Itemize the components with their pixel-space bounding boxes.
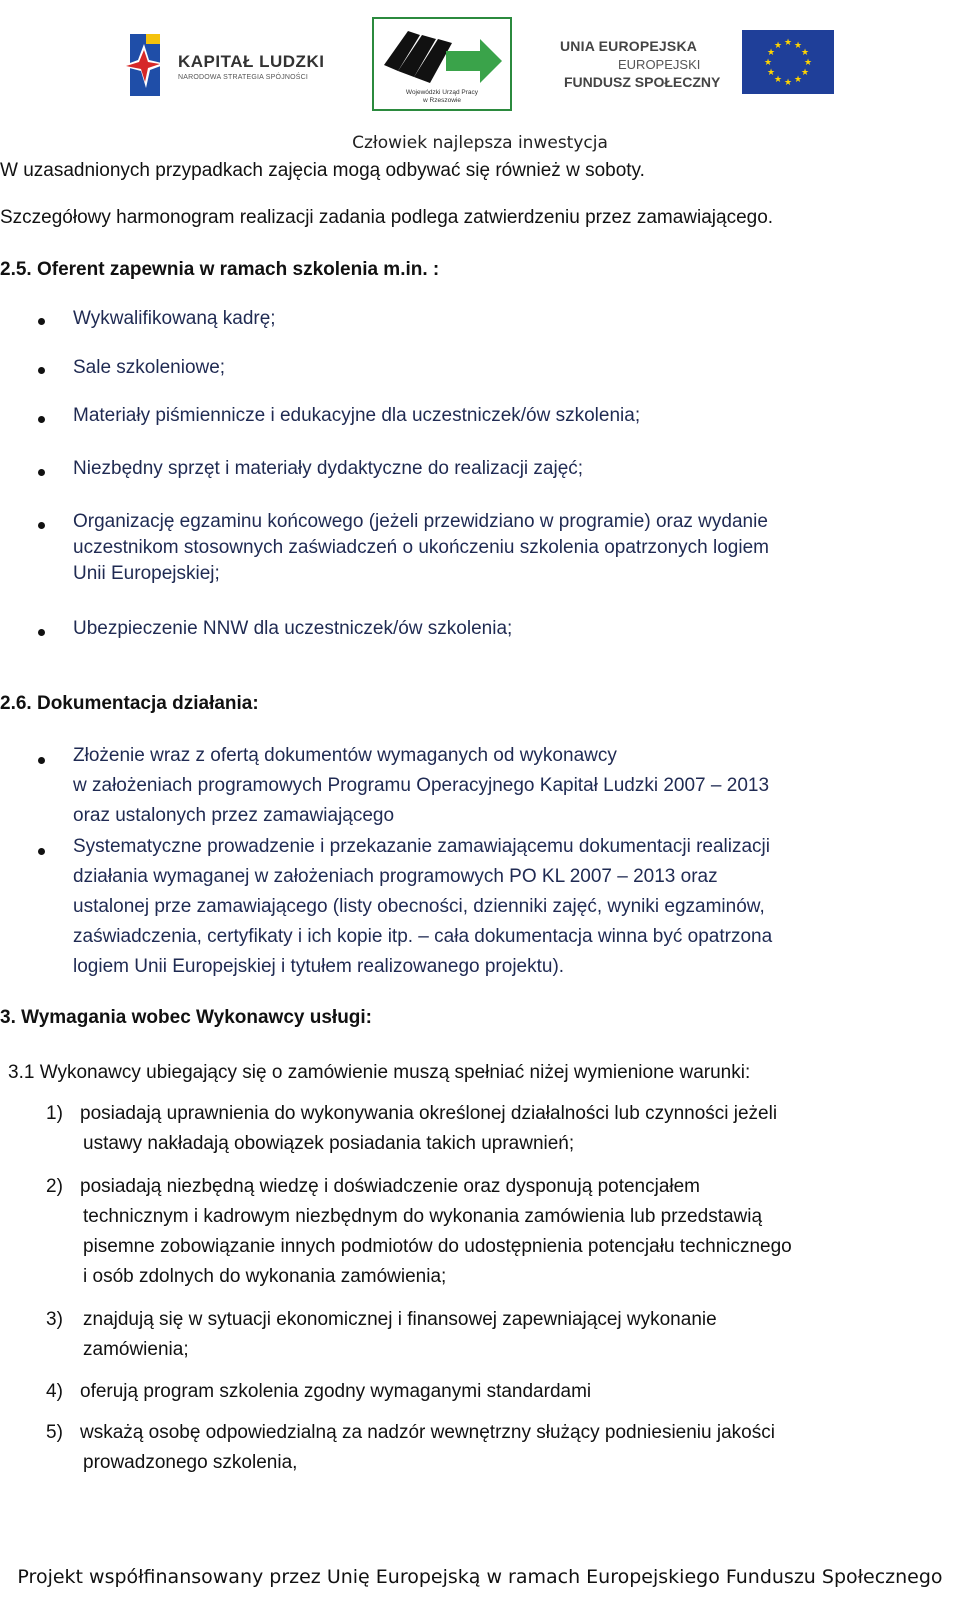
wup-text-line1: Wojewódzki Urząd Pracy <box>405 89 479 96</box>
section-3-heading: 3. Wymagania wobec Wykonawcy usługi: <box>0 1007 373 1028</box>
list-number: 4) <box>46 1381 63 1402</box>
svg-text:★: ★ <box>800 48 810 58</box>
list-number: 5) <box>46 1422 63 1443</box>
kapital-ludzki-star-icon <box>122 30 166 100</box>
list-item: Materiały piśmiennicze i edukacyjne dla uczestniczek/ów szkolenia; <box>73 405 641 426</box>
list-item-line: i osób zdolnych do wykonania zamówienia; <box>83 1266 447 1287</box>
list-item-line: działania wymaganej w założeniach programowych PO KL 2007 – 2013 oraz <box>73 866 718 887</box>
list-item <box>80 1305 717 1365</box>
svg-text:★: ★ <box>766 68 776 78</box>
intro-line-2: Szczegółowy harmonogram realizacji zadania podlega zatwierdzeniu przez zamawiającego. <box>0 207 774 228</box>
kapital-ludzki-logo <box>120 30 330 100</box>
svg-text:★: ★ <box>800 68 810 78</box>
wup-logo <box>372 17 512 111</box>
list-item-line: znajdują się w sytuacji ekonomicznej i finansowej zapewniającej wykonanie <box>83 1309 717 1330</box>
svg-text:★: ★ <box>803 58 813 68</box>
svg-text:★: ★ <box>793 75 803 85</box>
list-item-continuation: uczestnikom stosownych zaświadczeń o ukończeniu szkolenia opatrzonych logiem <box>73 537 769 558</box>
eu-flag-icon <box>742 30 834 94</box>
list-item-line: logiem Unii Europejskiej i tytułem realizowanego projektu). <box>73 956 565 977</box>
list-item-line: ustalonej prze zamawiającego (listy obecności, dzienniki zajęć, wyniki egzaminów, <box>73 896 765 917</box>
list-item-line: ustawy nakładają obowiązek posiadania takich uprawnień; <box>83 1133 575 1154</box>
list-item-line: w założeniach programowych Programu Operacyjnego Kapitał Ludzki 2007 – 2013 <box>73 775 770 796</box>
list-item: Sale szkoleniowe; <box>73 357 226 378</box>
intro-line-1: W uzasadnionych przypadkach zajęcia mogą odbywać się również w soboty. <box>0 160 645 181</box>
bullet-icon <box>38 848 45 855</box>
list-item-line: posiadają uprawnienia do wykonywania określonej działalności lub czynności jeżeli <box>80 1103 778 1124</box>
wup-arrow-icon <box>380 25 504 87</box>
section-3-1-subheading: 3.1 Wykonawcy ubiegający się o zamówienie muszą spełniać niżej wymienione warunki: <box>8 1062 751 1083</box>
header-motto: Człowiek najlepsza inwestycja <box>352 133 608 153</box>
eu-efs-logo <box>560 22 838 108</box>
list-item-line: zamówienia; <box>83 1339 189 1360</box>
svg-text:★: ★ <box>793 41 803 51</box>
list-item <box>80 1377 591 1407</box>
svg-text:★: ★ <box>783 38 793 48</box>
bullet-icon <box>38 629 45 636</box>
eu-logo-line1: UNIA EUROPEJSKA <box>560 38 698 54</box>
eu-logo-line2: EUROPEJSKI <box>618 57 701 72</box>
list-item-line: zaświadczenia, certyfikaty i ich kopie itp. – cała dokumentacja winna być opatrzona <box>73 926 773 947</box>
kapital-ludzki-title: KAPITAŁ LUDZKI <box>178 52 325 71</box>
list-item-line: wskażą osobę odpowiedzialną za nadzór wewnętrzny służący podniesieniu jakości <box>80 1422 775 1443</box>
svg-text:★: ★ <box>783 78 793 88</box>
bullet-icon <box>38 757 45 764</box>
list-item <box>73 741 769 831</box>
list-item <box>73 832 772 982</box>
list-item <box>80 1418 775 1478</box>
list-item: Wykwalifikowaną kadrę; <box>73 308 276 329</box>
list-item: Niezbędny sprzęt i materiały dydaktyczne do realizacji zajęć; <box>73 458 584 479</box>
list-item-line: pisemne zobowiązanie innych podmiotów do udostępnienia potencjału technicznego <box>83 1236 792 1257</box>
list-item-line: technicznym i kadrowym niezbędnym do wykonania zamówienia lub przedstawią <box>83 1206 763 1227</box>
list-item <box>80 1099 777 1159</box>
list-number: 1) <box>46 1103 63 1124</box>
bullet-icon <box>38 522 45 529</box>
bullet-icon <box>38 416 45 423</box>
list-item-line: prowadzonego szkolenia, <box>83 1452 298 1473</box>
svg-text:★: ★ <box>766 48 776 58</box>
svg-text:★: ★ <box>763 58 773 68</box>
bullet-icon <box>38 469 45 476</box>
bullet-icon <box>38 318 45 325</box>
list-item-line: oraz ustalonych przez zamawiającego <box>73 805 395 826</box>
section-2-6-heading: 2.6. Dokumentacja działania: <box>0 693 259 714</box>
section-2-5-heading: 2.5. Oferent zapewnia w ramach szkolenia m.in. : <box>0 259 440 280</box>
list-item <box>80 1172 792 1292</box>
list-number: 2) <box>46 1176 63 1197</box>
list-item-line: Systematyczne prowadzenie i przekazanie zamawiającemu dokumentacji realizacji <box>73 836 770 857</box>
eu-logo-line3: FUNDUSZ SPOŁECZNY <box>564 74 721 90</box>
list-item-line: posiadają niezbędną wiedzę i doświadczenie oraz dysponują potencjałem <box>80 1176 701 1197</box>
footer-text: Projekt współfinansowany przez Unię Europejską w ramach Europejskiego Funduszu Społecznego <box>17 1566 943 1588</box>
wup-text-line2: w Rzeszowie <box>423 97 461 104</box>
list-item-line: oferują program szkolenia zgodny wymaganymi standardami <box>80 1381 592 1402</box>
svg-text:★: ★ <box>773 41 783 51</box>
svg-text:★: ★ <box>773 75 783 85</box>
list-item-line: Złożenie wraz z ofertą dokumentów wymaganych od wykonawcy <box>73 745 617 766</box>
list-number: 3) <box>46 1309 63 1330</box>
kapital-ludzki-subtitle: NARODOWA STRATEGIA SPÓJNOŚCI <box>178 74 309 81</box>
list-item: Ubezpieczenie NNW dla uczestniczek/ów szkolenia; <box>73 618 513 639</box>
bullet-icon <box>38 367 45 374</box>
list-item-continuation: Unii Europejskiej; <box>73 563 220 584</box>
list-item: Organizację egzaminu końcowego (jeżeli przewidziano w programie) oraz wydanie <box>73 511 768 532</box>
